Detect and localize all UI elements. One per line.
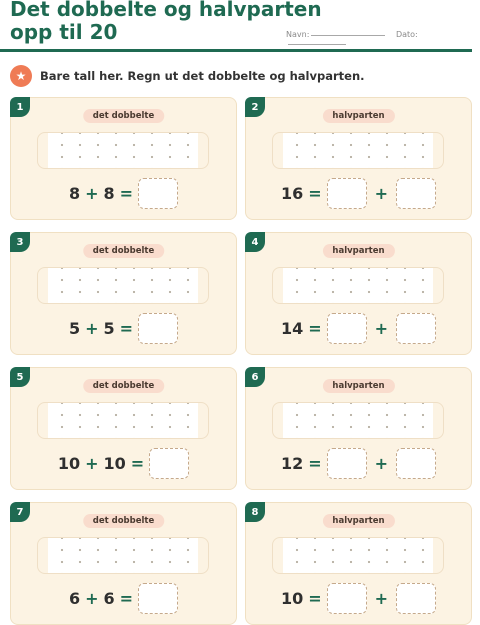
star-icon: ★ bbox=[10, 65, 32, 87]
task-card-1 bbox=[10, 97, 237, 220]
plus-sign: + bbox=[85, 184, 99, 203]
name-line[interactable] bbox=[311, 34, 385, 36]
operand-a: 6 bbox=[68, 589, 81, 608]
dot-grid bbox=[37, 267, 209, 304]
plus-sign: + bbox=[374, 589, 389, 608]
equation bbox=[11, 448, 236, 479]
answer-box-1[interactable] bbox=[327, 583, 367, 614]
equation bbox=[246, 583, 471, 614]
equation bbox=[11, 178, 236, 209]
task-number: 7 bbox=[10, 502, 30, 522]
task-label: det dobbelte bbox=[83, 379, 164, 393]
answer-box-1[interactable] bbox=[327, 178, 367, 209]
task-number: 1 bbox=[10, 97, 30, 117]
answer-box-2[interactable] bbox=[396, 448, 436, 479]
task-card-6 bbox=[245, 367, 472, 490]
equals-sign: = bbox=[119, 319, 134, 338]
answer-box-2[interactable] bbox=[396, 583, 436, 614]
operand-a: 10 bbox=[57, 454, 81, 473]
dot-grid bbox=[272, 267, 444, 304]
task-number: 3 bbox=[10, 232, 30, 252]
plus-sign: + bbox=[374, 454, 389, 473]
answer-box-1[interactable] bbox=[327, 448, 367, 479]
equation bbox=[11, 313, 236, 344]
plus-sign: + bbox=[85, 454, 99, 473]
name-date-fields bbox=[286, 30, 480, 48]
answer-box-2[interactable] bbox=[396, 313, 436, 344]
operand-a: 8 bbox=[68, 184, 81, 203]
dot-grid bbox=[272, 402, 444, 439]
dot-grid bbox=[272, 537, 444, 574]
instruction bbox=[10, 64, 365, 88]
task-card-5 bbox=[10, 367, 237, 490]
task-card-4 bbox=[245, 232, 472, 355]
title-line-1: Det dobbelte og halvparten bbox=[10, 0, 322, 21]
answer-box[interactable] bbox=[138, 313, 178, 344]
operand-a: 16 bbox=[280, 184, 304, 203]
task-number: 5 bbox=[10, 367, 30, 387]
dot-grid bbox=[272, 132, 444, 169]
task-card-8 bbox=[245, 502, 472, 625]
instruction-text: Bare tall her. Regn ut det dobbelte og halvparten. bbox=[40, 69, 365, 83]
task-card-3 bbox=[10, 232, 237, 355]
operand-a: 14 bbox=[280, 319, 304, 338]
equals-sign: = bbox=[130, 454, 145, 473]
task-label: halvparten bbox=[322, 379, 394, 393]
equation bbox=[11, 583, 236, 614]
operand-b: 10 bbox=[103, 454, 126, 473]
operand-b: 5 bbox=[103, 319, 115, 338]
task-card-2 bbox=[245, 97, 472, 220]
task-label: halvparten bbox=[322, 514, 394, 528]
header-divider bbox=[0, 49, 472, 52]
answer-box[interactable] bbox=[149, 448, 189, 479]
plus-sign: + bbox=[85, 589, 99, 608]
equation bbox=[246, 448, 471, 479]
dot-grid bbox=[37, 537, 209, 574]
date-line[interactable] bbox=[288, 43, 346, 45]
task-label: halvparten bbox=[322, 244, 394, 258]
answer-box[interactable] bbox=[138, 178, 178, 209]
operand-a: 12 bbox=[280, 454, 304, 473]
task-label: det dobbelte bbox=[83, 244, 164, 258]
operand-b: 6 bbox=[103, 589, 115, 608]
equals-sign: = bbox=[308, 184, 322, 203]
task-label: det dobbelte bbox=[83, 109, 164, 123]
equals-sign: = bbox=[119, 184, 134, 203]
equation bbox=[246, 313, 471, 344]
equation bbox=[246, 178, 471, 209]
task-label: halvparten bbox=[322, 109, 394, 123]
task-label: det dobbelte bbox=[83, 514, 164, 528]
title-line-2: opp til 20 bbox=[10, 20, 118, 44]
operand-a: 10 bbox=[280, 589, 304, 608]
answer-box-2[interactable] bbox=[396, 178, 436, 209]
task-number: 8 bbox=[245, 502, 265, 522]
equals-sign: = bbox=[308, 454, 322, 473]
equals-sign: = bbox=[119, 589, 134, 608]
dot-grid bbox=[37, 132, 209, 169]
task-number: 4 bbox=[245, 232, 265, 252]
task-number: 6 bbox=[245, 367, 265, 387]
equals-sign: = bbox=[308, 319, 322, 338]
answer-box-1[interactable] bbox=[327, 313, 367, 344]
date-label: Dato: bbox=[395, 30, 418, 39]
operand-a: 5 bbox=[68, 319, 81, 338]
operand-b: 8 bbox=[103, 184, 115, 203]
plus-sign: + bbox=[85, 319, 99, 338]
plus-sign: + bbox=[374, 184, 389, 203]
plus-sign: + bbox=[374, 319, 389, 338]
name-label: Navn: bbox=[286, 30, 310, 39]
dot-grid bbox=[37, 402, 209, 439]
answer-box[interactable] bbox=[138, 583, 178, 614]
task-number: 2 bbox=[245, 97, 265, 117]
equals-sign: = bbox=[308, 589, 322, 608]
task-card-7 bbox=[10, 502, 237, 625]
page-title bbox=[10, 0, 322, 44]
